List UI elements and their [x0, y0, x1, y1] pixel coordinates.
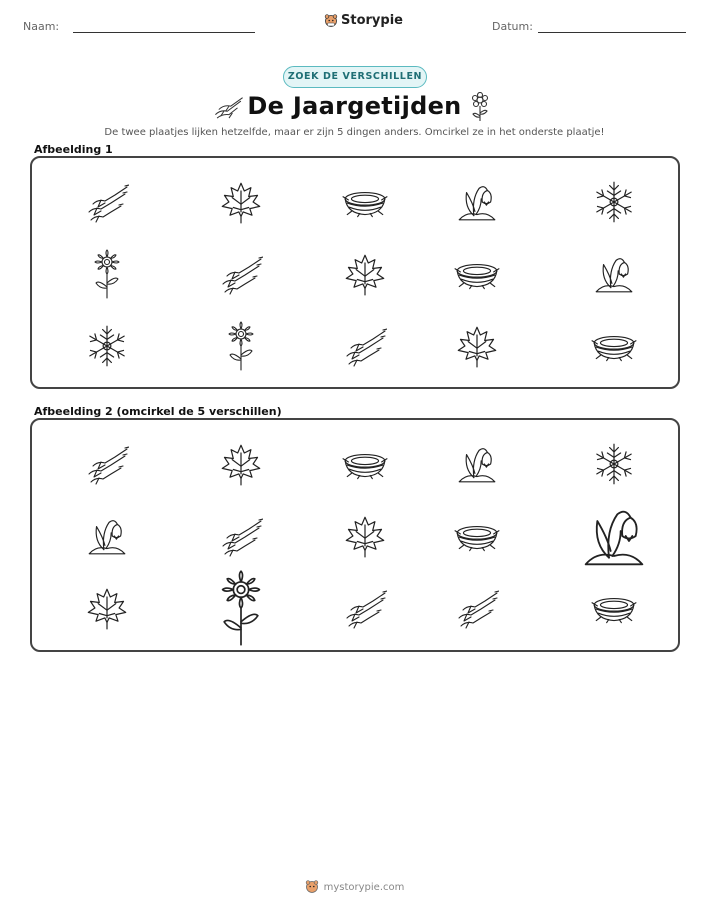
sunflower-icon	[226, 321, 256, 371]
snowflake-icon	[85, 324, 129, 368]
leaf-icon	[85, 586, 129, 630]
footer-url: mystorypie.com	[323, 881, 405, 893]
geese-icon	[219, 514, 263, 558]
picture2-item-r2-c5[interactable]	[571, 496, 657, 576]
picture1-panel[interactable]	[30, 156, 680, 389]
picture2-item-r1-c1[interactable]	[72, 432, 142, 496]
leaf-icon	[455, 324, 499, 368]
picture1-item-r2-c3[interactable]	[330, 242, 400, 306]
picture2-label: Afbeelding 2 (omcirkel de 5 verschillen)	[34, 405, 282, 418]
snowdrop-icon	[455, 442, 499, 486]
picture2-item-r3-c3[interactable]	[330, 576, 400, 640]
picture2-item-r1-c5[interactable]	[579, 432, 649, 496]
picture1-item-r2-c2[interactable]	[206, 242, 276, 306]
footer	[0, 880, 709, 894]
date-label: Datum:	[492, 20, 533, 33]
leaf-icon	[219, 180, 263, 224]
sunflower-icon	[92, 249, 122, 299]
flower-icon	[469, 92, 491, 126]
picture1-item-r3-c1[interactable]	[72, 314, 142, 378]
picture1-label: Afbeelding 1	[34, 143, 113, 156]
leaf-icon	[219, 442, 263, 486]
brand-name: Storypie	[341, 13, 403, 28]
snowdrop-icon	[579, 501, 649, 571]
nest-icon	[590, 592, 638, 624]
picture2-item-r1-c4[interactable]	[442, 432, 512, 496]
leaf-icon	[343, 514, 387, 558]
nest-icon	[453, 520, 501, 552]
picture1-item-r1-c4[interactable]	[442, 170, 512, 234]
picture1-item-r1-c5[interactable]	[579, 170, 649, 234]
name-label: Naam:	[23, 20, 60, 33]
picture2-item-r2-c4[interactable]	[442, 504, 512, 568]
picture2-item-r2-c1[interactable]	[72, 504, 142, 568]
brand-logo	[324, 13, 403, 28]
name-line[interactable]	[73, 32, 255, 33]
nest-icon	[341, 186, 389, 218]
mascot-icon	[324, 14, 338, 28]
picture2-item-r3-c4[interactable]	[442, 576, 512, 640]
picture1-item-r2-c1[interactable]	[72, 242, 142, 306]
picture2-item-r1-c2[interactable]	[206, 432, 276, 496]
picture2-item-r1-c3[interactable]	[330, 432, 400, 496]
geese-icon	[343, 586, 387, 630]
picture2-item-r2-c2[interactable]	[206, 504, 276, 568]
picture1-item-r2-c5[interactable]	[579, 242, 649, 306]
geese-icon	[343, 324, 387, 368]
snowflake-icon	[592, 442, 636, 486]
page-title: De Jaargetijden	[247, 92, 462, 120]
snowdrop-icon	[455, 180, 499, 224]
picture1-item-r3-c4[interactable]	[442, 314, 512, 378]
snowdrop-icon	[85, 514, 129, 558]
picture1-item-r2-c4[interactable]	[442, 242, 512, 306]
picture2-item-r2-c3[interactable]	[330, 504, 400, 568]
sunflower-icon	[218, 569, 264, 647]
picture2-panel[interactable]	[30, 418, 680, 652]
instructions: De twee plaatjes lijken hetzelfde, maar er zijn 5 dingen anders. Omcirkel ze in het onderste plaatje!	[104, 127, 605, 138]
nest-icon	[341, 448, 389, 480]
nest-icon	[453, 258, 501, 290]
geese-icon	[85, 442, 129, 486]
picture1-item-r3-c5[interactable]	[579, 314, 649, 378]
geese-icon	[85, 180, 129, 224]
picture1-item-r1-c1[interactable]	[72, 170, 142, 234]
geese-icon	[219, 252, 263, 296]
picture1-item-r3-c3[interactable]	[330, 314, 400, 378]
picture2-item-r3-c5[interactable]	[579, 576, 649, 640]
mascot-icon	[305, 880, 319, 894]
date-line[interactable]	[538, 32, 686, 33]
picture1-item-r1-c3[interactable]	[330, 170, 400, 234]
picture1-item-r3-c2[interactable]	[206, 314, 276, 378]
picture2-item-r3-c2[interactable]	[198, 568, 284, 648]
leaf-icon	[343, 252, 387, 296]
nest-icon	[590, 330, 638, 362]
activity-badge: ZOEK DE VERSCHILLEN	[283, 66, 427, 88]
snowdrop-icon	[592, 252, 636, 296]
snowflake-icon	[592, 180, 636, 224]
picture2-item-r3-c1[interactable]	[72, 576, 142, 640]
geese-icon	[455, 586, 499, 630]
picture1-item-r1-c2[interactable]	[206, 170, 276, 234]
